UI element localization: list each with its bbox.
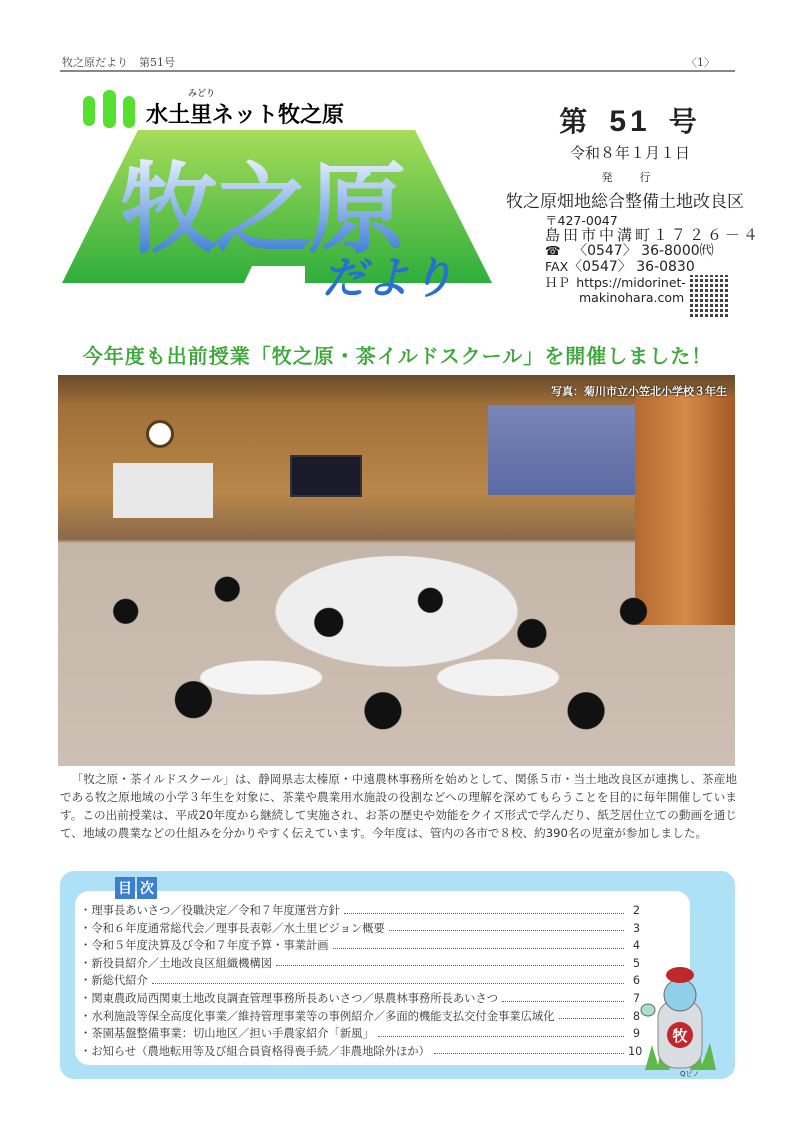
toc-title-1: 目 <box>115 877 135 899</box>
toc-item-title: ・ 茶園基盤整備事業：切山地区／担い手農家紹介「新風」 <box>80 1025 374 1043</box>
toc-item-title: ・ 新総代紹介 <box>80 972 148 990</box>
logo-ruby: みどり <box>188 89 216 99</box>
article-headline: 今年度も出前授業「牧之原・茶イルドスクール」を開催しました！ <box>82 344 713 368</box>
page-number: 〈1〉 <box>686 56 715 69</box>
photo-whiteboard <box>113 463 213 518</box>
photo-clock <box>146 420 174 448</box>
mascot-icon <box>640 965 720 1070</box>
toc-item-title: ・ 水利施設等保全高度化事業／維持管理事業等の事例紹介／多面的機能支払交付金事業広域化 <box>80 1008 555 1026</box>
hp-url-1[interactable]: https://midorinet- <box>576 275 686 290</box>
mascot-name: Qピノ <box>680 1070 700 1078</box>
published-label: 発 行 <box>601 171 659 184</box>
fax: 〈0547〉 36-0830 <box>568 259 695 275</box>
table-of-contents <box>60 871 735 1079</box>
toc-item[interactable] <box>80 1008 640 1026</box>
issue-date: 令和８年１月１日 <box>569 144 690 162</box>
toc-item-page: 2 <box>632 904 640 917</box>
issue-suffix: 号 <box>668 105 701 138</box>
article-body: 「牧之原・茶イルドスクール」は、静岡県志太榛原・中遠農林事務所を始めとして、関係５市・当土地改良区が連携し、茶産地である牧之原地域の小学３年生を対象に、茶業や農業用水施設の役割などへの理解を深めてもらうことを目的に毎年開催しています。この出前授業は、平成20年度から継続して実施され、お茶の歴史や効能をクイズ形式で学んだり、紙芝居仕立ての動画を通じて、地域の農業などの仕組みを分かりやすく伝えています。今年度は、管内の各市で８校、約390名の児童が参加しました。 <box>60 772 737 840</box>
mascot-qpino <box>640 965 720 1077</box>
logo-subtitle: だより <box>322 253 454 298</box>
toc-item[interactable] <box>80 955 640 973</box>
classroom-photo <box>58 375 735 766</box>
toc-list <box>80 902 643 1060</box>
toc-item-page: 10 <box>628 1044 643 1058</box>
toc-item-title: ・ お知らせ（農地転用等及び組合員資格得喪手続／非農地除外ほか） <box>80 1043 430 1061</box>
photo-caption: 写真：菊川市立小笠北小学校３年生 <box>551 385 727 398</box>
fax-label: FAX <box>545 259 569 274</box>
toc-item-title: ・ 新役員紹介／土地改良区組織機構図 <box>80 955 272 973</box>
publisher: 牧之原畑地総合整備土地改良区 <box>506 192 744 212</box>
mascot-badge: 牧 <box>672 1027 688 1045</box>
toc-item-page: 6 <box>632 974 640 988</box>
toc-item-page: 9 <box>632 1027 640 1041</box>
toc-item[interactable] <box>80 990 640 1008</box>
toc-item-title: ・ 関東農政局西関東土地改良調査管理事務所長あいさつ／県農林事務所長あいさつ <box>80 990 498 1008</box>
hp-url-2[interactable]: makinohara.com <box>579 290 685 305</box>
photo-students <box>58 545 735 766</box>
qr-code[interactable] <box>690 275 730 317</box>
toc-item[interactable] <box>80 920 640 938</box>
issue-number-value: 51 <box>609 105 651 138</box>
tel: 〈0547〉 36-8000㈹ <box>573 243 714 259</box>
toc-item[interactable] <box>80 1025 640 1043</box>
toc-item[interactable] <box>80 902 640 920</box>
running-title: 牧之原だより 第51号 <box>62 56 175 69</box>
photo-window <box>488 405 638 495</box>
toc-item[interactable] <box>80 937 640 955</box>
postal-code: 〒427-0047 <box>545 213 618 228</box>
toc-item[interactable] <box>80 972 640 990</box>
issue-info <box>506 100 744 212</box>
toc-item-page: 3 <box>632 921 640 935</box>
toc-item[interactable] <box>80 1043 643 1061</box>
toc-title <box>115 877 157 899</box>
toc-item-title: ・ 令和５年度決算及び令和７年度予算・事業計画 <box>80 937 329 955</box>
issue-number <box>520 100 740 140</box>
phone-icon: ☎ <box>545 243 561 258</box>
hp-label: ＨＰ <box>545 275 571 290</box>
toc-item-title: ・ 令和６年度通常総代会／理事長表彰／水土里ビジョン概要 <box>80 920 385 938</box>
issue-prefix: 第 <box>559 105 592 138</box>
toc-item-title: ・ 理事長あいさつ／役職決定／令和７年度運営方針 <box>80 902 340 920</box>
leaf-icon <box>83 90 135 128</box>
photo-screen <box>290 455 362 497</box>
address: 島田市中溝町１７２６－４ <box>545 226 762 244</box>
running-header <box>60 52 735 72</box>
newsletter-logo <box>60 88 500 298</box>
logo-title: 牧之原 <box>120 153 403 267</box>
logo-tagline: 水土里ネット牧之原 <box>146 103 345 128</box>
toc-item-page: 4 <box>632 939 640 953</box>
toc-item-page: 7 <box>632 991 640 1005</box>
toc-item-page: 8 <box>632 1009 640 1023</box>
toc-item-page: 5 <box>632 956 640 970</box>
toc-title-2: 次 <box>137 877 157 899</box>
